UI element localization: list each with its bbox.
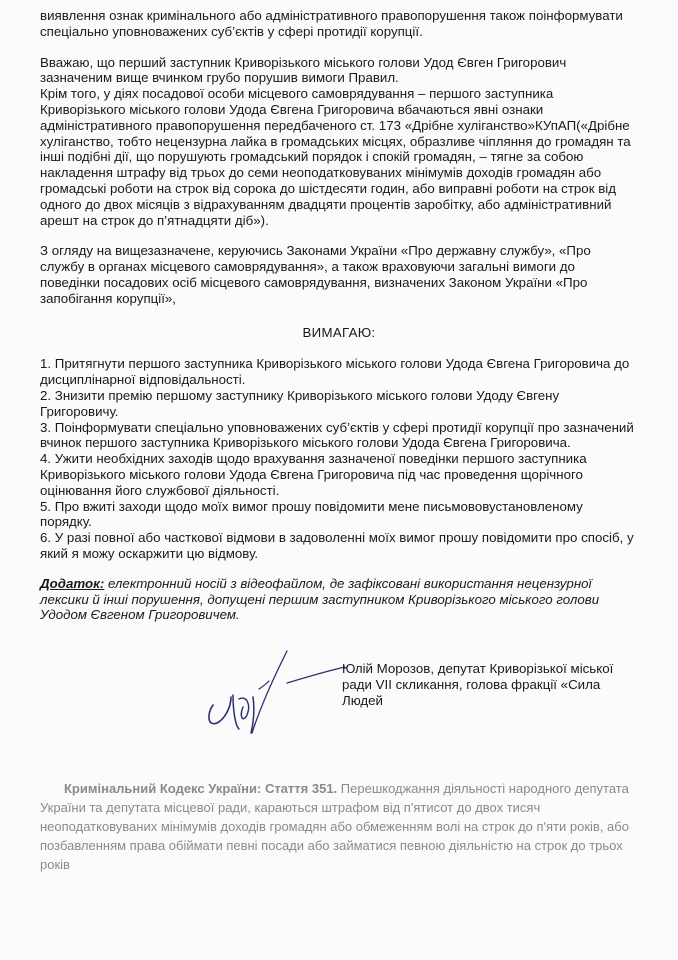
footer-title: Кримінальний Кодекс України: Стаття 351.: [64, 781, 338, 797]
handwritten-signature: [195, 645, 355, 745]
paragraph-claim: Вважаю, що перший заступник Криворізького міського голови Удод Євген Григорович зазначеним вище вчинком грубо порушив вимоги Правил.: [40, 54, 567, 86]
paragraph-basis: З огляду на вищезазначене, керуючись Законами України «Про державну службу», «Про службу в органах місцевого самоврядування», а також враховуючи загальні вимоги до поведінки посадових осіб місцевого самоврядування, визначених Законом України «Про запобігання корупції»,: [40, 243, 591, 306]
demand-item: 1. Притягнути першого заступника Криворізького міського голови Удода Євгена Григоровича до дисциплінарної відповідальності.: [40, 356, 630, 388]
signature-block: [40, 637, 638, 747]
appendix-label: Додаток:: [40, 575, 105, 591]
appendix-text: електронний носій з відеофайлом, де зафіксовані використання нецензурної лексики й інші порушення, допущені першим заступником Криворізького міського голови Удодом Євгеном Григоровичем.: [40, 575, 600, 623]
demands-list: [40, 356, 638, 561]
demand-item: 5. Про вжиті заходи щодо моїх вимог прошу повідомити мене письмововустановленому порядку.: [40, 498, 583, 530]
appendix-note: [40, 576, 638, 623]
footer-text: Перешкоджання діяльності народного депутата України та депутата місцевої ради, караються штрафом від п'ятисот до двох тисяч неоподатковуваних мінімумів доходів громадян або обмеженням волі на строк до п'яти років, або позбавленням права обіймати певні посади або займатися певною діяльністю на строк до трьох років: [40, 781, 629, 873]
demand-item: 2. Знизити премію першому заступнику Криворізького міського голови Удоду Євгену Григоровичу.: [40, 387, 560, 419]
signer-info: Юлій Морозов, депутат Криворізької міської ради VII скликання, голова фракції «Сила Людей: [342, 661, 614, 708]
footer-legal-note: [40, 779, 638, 874]
demand-item: 6. У разі повної або часткової відмови в задоволенні моїх вимог прошу повідомити про спосіб, у який я можу оскаржити цю відмову.: [40, 530, 634, 561]
paragraph-group-claim: [40, 55, 638, 229]
demands-heading: ВИМАГАЮ:: [302, 324, 376, 340]
paragraph-intro: виявлення ознак кримінального або адміністративного правопорушення також поінформувати спеціально уповноважених суб’єктів у сфері протидії корупції.: [40, 8, 623, 39]
paragraph-offense: Крім того, у діях посадової особи місцевого самоврядування – першого заступника Криворізького міського голови Удода Євгена Григоровича вбачаються явні ознаки адміністративного правопорушення передбаченого ст. 173 «Дрібне хуліганство»КУпАП(«Дрібне хуліганство, тобто нецензурна лайка в громадських місцях, образливе чіпляння до громадян та інші подібні дії, що порушують громадський порядок і спокій громадян, – тягне за собою накладення штрафу від трьох до семи неоподатковуваних мінімумів доходів громадян або громадські роботи на строк від сорока до шістдесяти годин, або виправні роботи на строк від одного до двох місяців з відрахуванням двадцяти процентів заробітку, або адміністративний арешт на строк до п’ятнадцяти діб»).: [40, 86, 631, 228]
demand-item: 3. Поінформувати спеціально уповноважених суб’єктів у сфері протидії корупції про зазначений вчинок першого заступника Криворізького міського голови Удода Євгена Григоровича.: [40, 419, 634, 451]
demand-item: 4. Ужити необхідних заходів щодо врахування зазначеної поведінки першого заступника Криворізького міського голови Удода Євгена Григоровича під час проведення щорічного оцінювання його службової діяльності.: [40, 451, 587, 498]
